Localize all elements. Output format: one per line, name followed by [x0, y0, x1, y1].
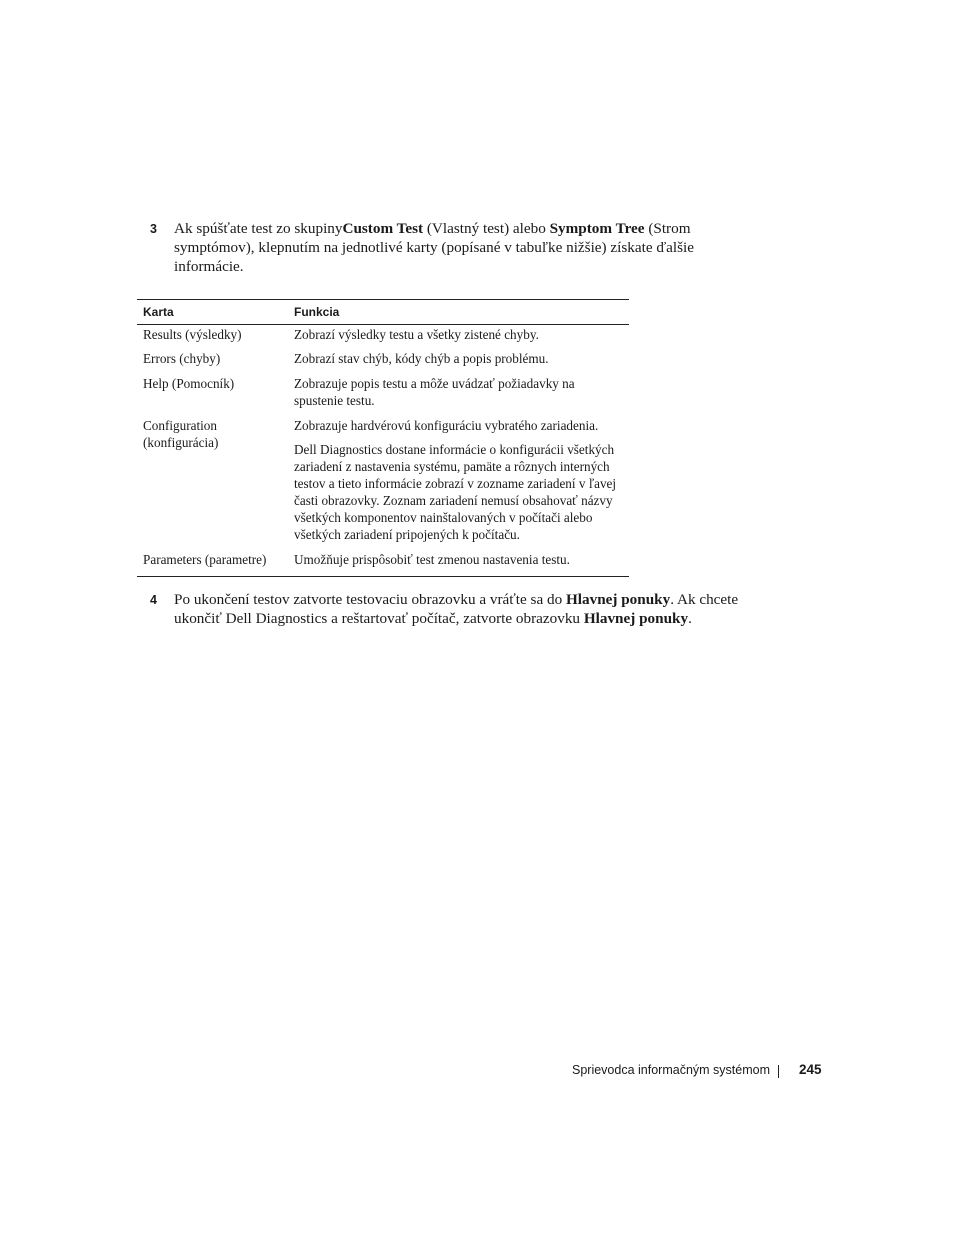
function-text: Umožňuje prispôsobiť test zmenou nastavenia testu. [294, 552, 570, 567]
table-row [137, 417, 629, 551]
step-text-part: (Vlastný test) alebo [423, 220, 550, 237]
symptom-tree-label: Symptom Tree [549, 220, 645, 237]
step-number: 4 [150, 593, 157, 607]
page-number: 245 [799, 1062, 822, 1077]
step-4 [150, 590, 750, 628]
footer-divider [778, 1065, 779, 1078]
step-text-part: . [688, 610, 692, 627]
function-text: Zobrazuje popis testu a môže uvádzať požiadavky na spustenie testu. [294, 376, 575, 408]
step-text [174, 590, 750, 628]
function-text: Dell Diagnostics dostane informácie o konfigurácii všetkých zariadení z nastavenia systému, pamäte a rôznych interných testov a tieto informácie zobrazí v zozname zariadení v ľavej časti obrazovky. Zoznam zariadení nemusí obsahovať názvy všetkých komponentov nainštalovaných v počítači alebo všetkých zariadení pripojených k počítaču. [294, 442, 617, 542]
tabs-table [137, 299, 629, 577]
step-text-part: Po ukončení testov zatvorte testovaciu obrazovku a vráťte sa do [174, 591, 566, 608]
custom-test-label: Custom Test [342, 220, 424, 237]
step-text [174, 219, 710, 276]
page-footer [572, 1062, 822, 1080]
step-text-part: Ak spúšťate test zo skupiny [174, 220, 343, 237]
main-menu-label: Hlavnej ponuky [583, 610, 689, 627]
tab-name-cell: Configuration (konfigurácia) [143, 418, 219, 450]
function-text: Zobrazí stav chýb, kódy chýb a popis problému. [294, 351, 549, 366]
footer-section-title: Sprievodca informačným systémom [572, 1063, 770, 1077]
function-cell [294, 350, 624, 375]
step-text-part: (Strom symptómov), klepnutím na jednotlivé karty (popísané v tabuľke nižšie) získate ďalšie informácie. [174, 220, 695, 275]
function-cell [294, 326, 624, 350]
table-row [137, 375, 629, 417]
tab-name-cell: Parameters (parametre) [143, 552, 267, 567]
tab-name-cell: Help (Pomocník) [143, 376, 235, 391]
column-header-karta: Karta [143, 305, 174, 319]
table-row [137, 325, 629, 350]
tab-name-cell: Results (výsledky) [143, 327, 242, 342]
function-text: Zobrazuje hardvérovú konfiguráciu vybratého zariadenia. [294, 418, 599, 433]
function-cell [294, 551, 624, 576]
table-row [137, 350, 629, 375]
step-number: 3 [150, 222, 157, 236]
function-text: Zobrazí výsledky testu a všetky zistené chyby. [294, 327, 539, 342]
function-cell [294, 417, 624, 551]
table-header [137, 300, 629, 325]
table-row [137, 551, 629, 576]
step-3 [150, 219, 710, 276]
main-menu-label: Hlavnej ponuky [565, 591, 671, 608]
function-cell [294, 375, 624, 417]
tab-name-cell: Errors (chyby) [143, 351, 221, 366]
step-text-part: . Ak chcete ukončiť Dell Diagnostics a reštartovať počítač, zatvorte obrazovku [174, 591, 739, 627]
column-header-funkcia: Funkcia [294, 305, 340, 319]
